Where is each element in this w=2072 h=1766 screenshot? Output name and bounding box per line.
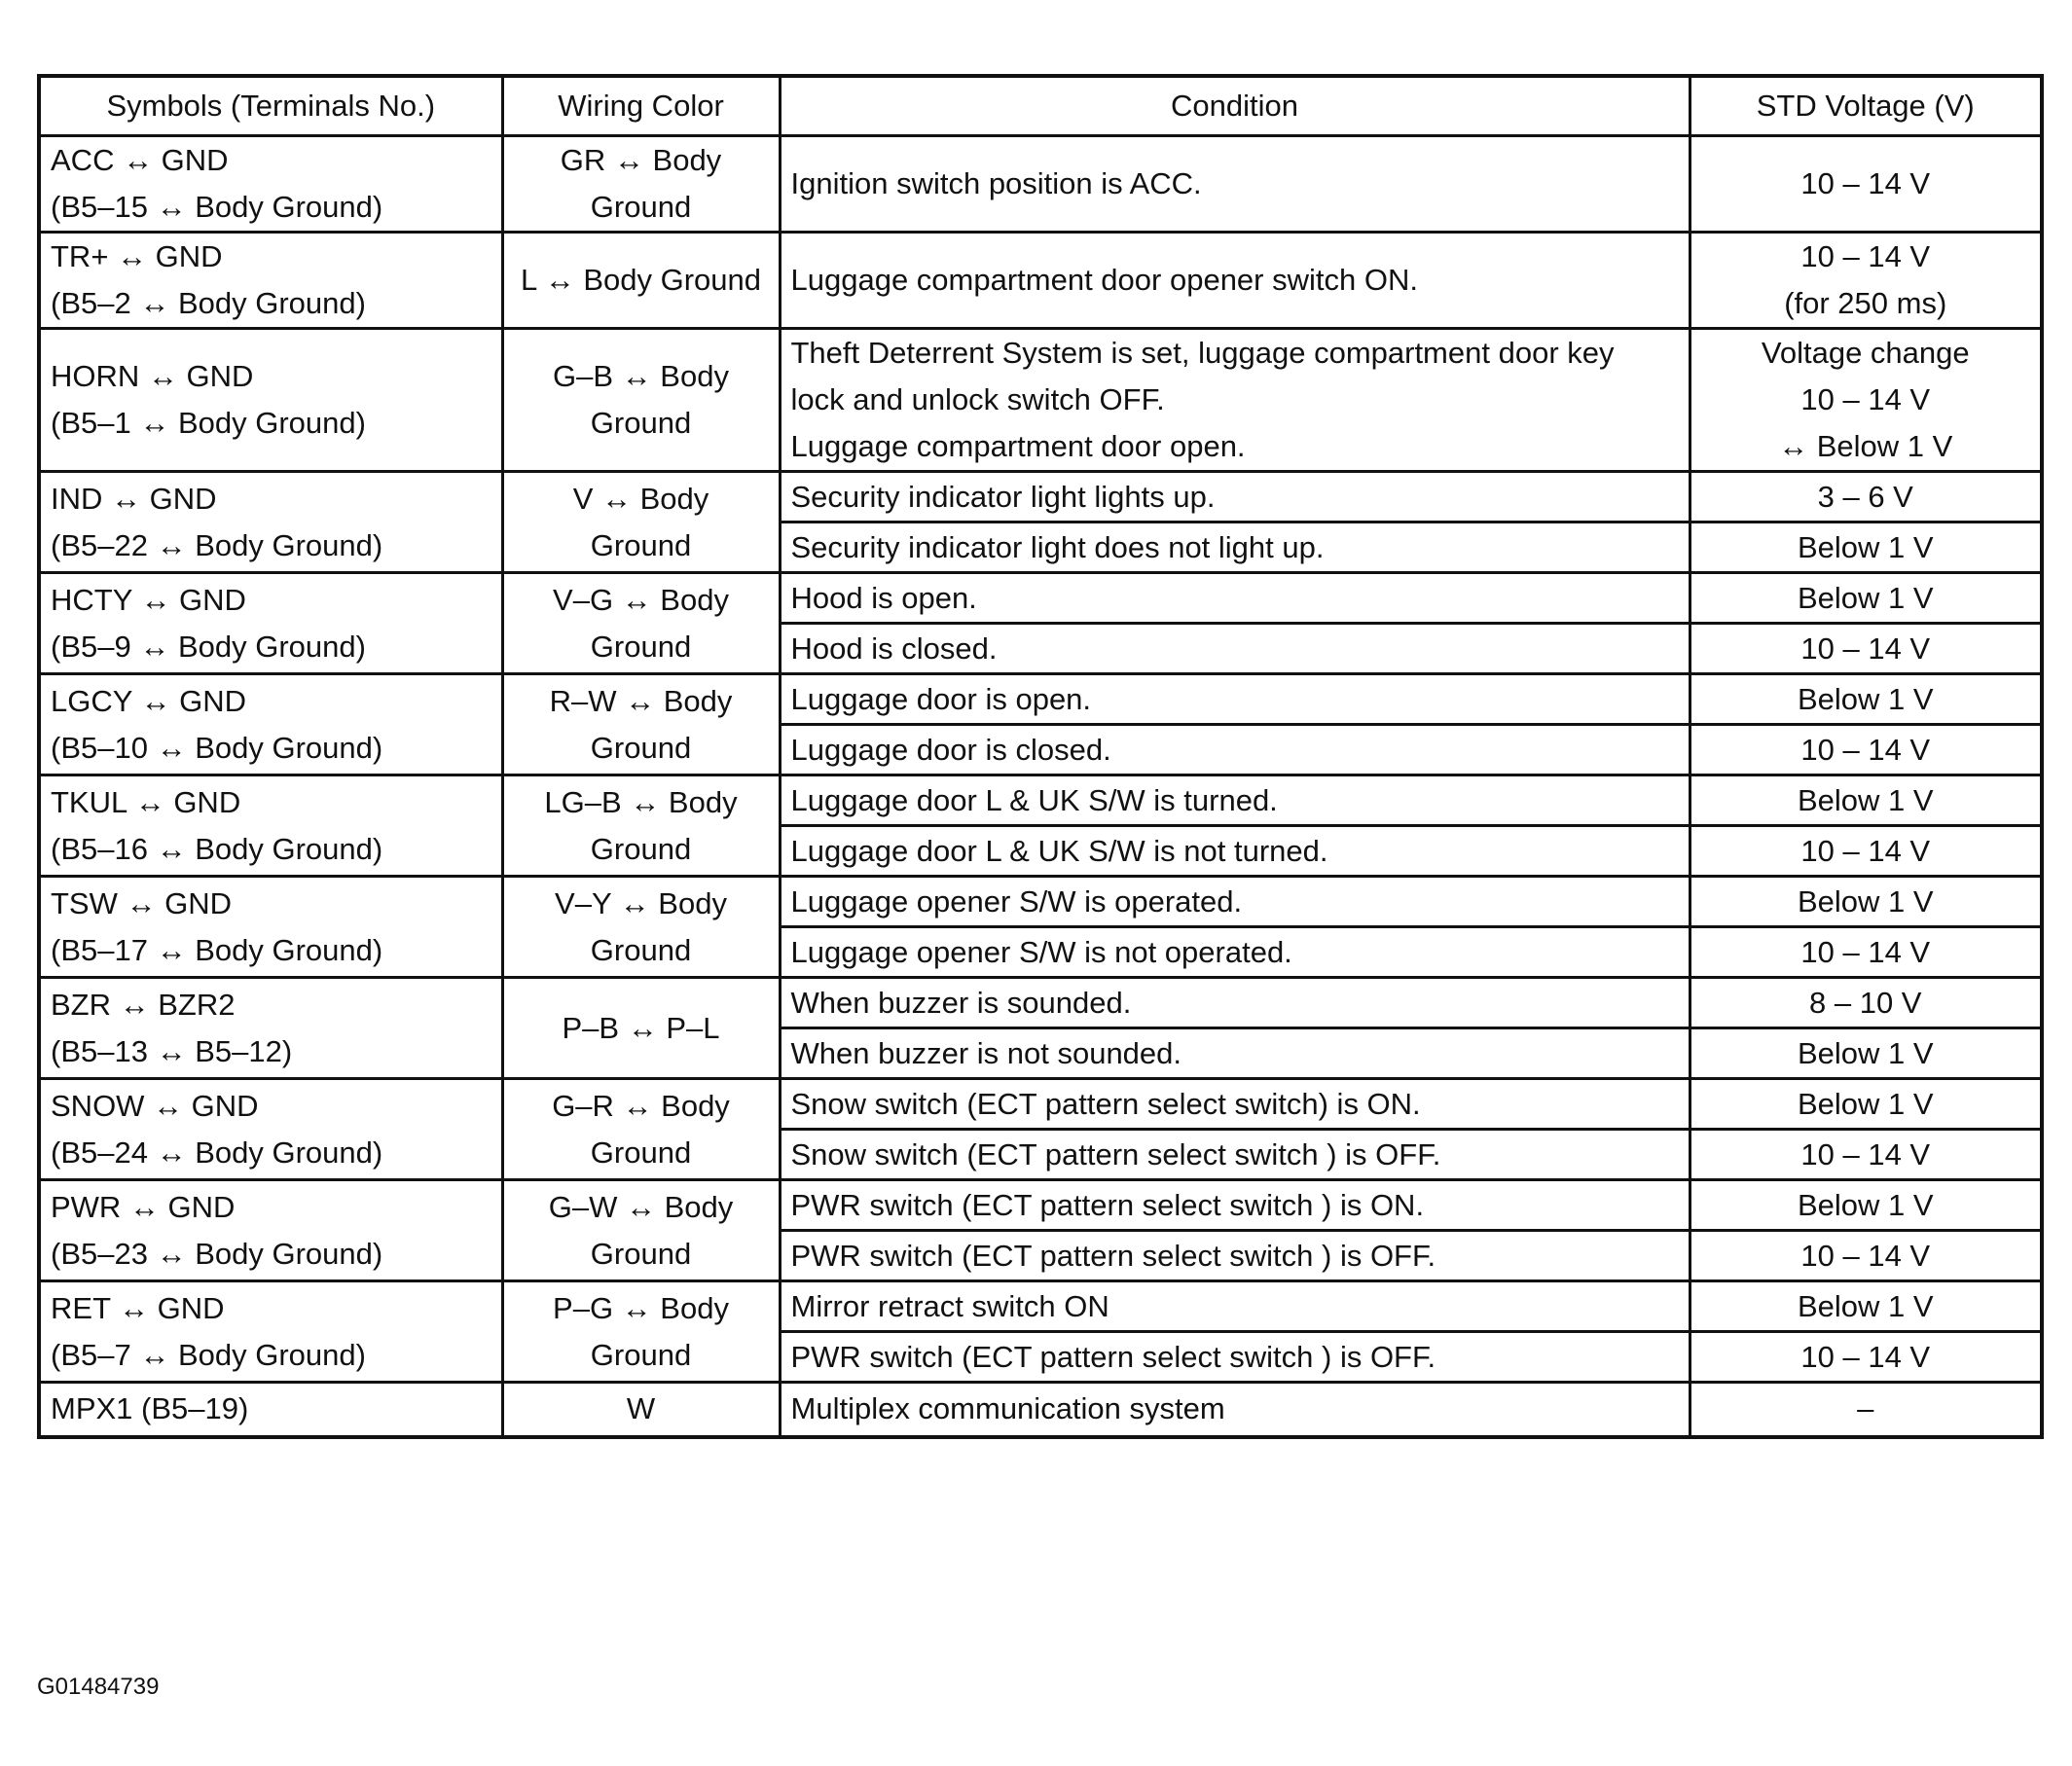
condition-cell: Luggage door is closed. [780,725,1690,775]
condition-cell: PWR switch (ECT pattern select switch ) is OFF. [780,1231,1690,1281]
condition-cell: Mirror retract switch ON [780,1281,1690,1332]
table-row [39,573,2042,624]
voltage-cell: Below 1 V [1690,1028,2042,1079]
figure-id: G01484739 [37,1674,160,1700]
wiring-color-cell: G–B ↔ Body Ground [502,329,780,472]
condition-cell: Ignition switch position is ACC. [780,136,1690,233]
voltage-cell: 10 – 14 V [1690,927,2042,978]
table-body [39,136,2042,1437]
wiring-color-cell: V–Y ↔ Body Ground [502,877,780,978]
table-row [39,136,2042,233]
symbol-cell: RET ↔ GND (B5–7 ↔ Body Ground) [39,1281,502,1383]
voltage-cell: Voltage change 10 – 14 V ↔ Below 1 V [1690,329,2042,472]
wiring-color-cell: LG–B ↔ Body Ground [502,775,780,877]
wiring-color-cell: G–R ↔ Body Ground [502,1079,780,1180]
condition-cell: When buzzer is sounded. [780,978,1690,1028]
voltage-cell: 8 – 10 V [1690,978,2042,1028]
condition-cell: Luggage door is open. [780,674,1690,725]
voltage-cell: Below 1 V [1690,775,2042,826]
wiring-color-cell: P–B ↔ P–L [502,978,780,1079]
table-row [39,978,2042,1028]
condition-cell: Luggage opener S/W is operated. [780,877,1690,927]
table-row [39,329,2042,472]
voltage-cell: 10 – 14 V [1690,1332,2042,1383]
voltage-cell: 10 – 14 V [1690,1130,2042,1180]
voltage-cell: Below 1 V [1690,674,2042,725]
condition-cell: PWR switch (ECT pattern select switch ) is OFF. [780,1332,1690,1383]
symbol-cell: HORN ↔ GND (B5–1 ↔ Body Ground) [39,329,502,472]
header-symbols: Symbols (Terminals No.) [39,76,502,136]
voltage-cell: 10 – 14 V [1690,826,2042,877]
symbol-cell: BZR ↔ BZR2 (B5–13 ↔ B5–12) [39,978,502,1079]
voltage-cell: 3 – 6 V [1690,472,2042,523]
symbol-cell: ACC ↔ GND (B5–15 ↔ Body Ground) [39,136,502,233]
wiring-color-cell: P–G ↔ Body Ground [502,1281,780,1383]
voltage-cell: 10 – 14 V (for 250 ms) [1690,233,2042,329]
symbol-cell: PWR ↔ GND (B5–23 ↔ Body Ground) [39,1180,502,1281]
symbol-cell: TSW ↔ GND (B5–17 ↔ Body Ground) [39,877,502,978]
voltage-cell: 10 – 14 V [1690,624,2042,674]
condition-cell: Multiplex communication system [780,1383,1690,1437]
voltage-cell: 10 – 14 V [1690,1231,2042,1281]
table-row [39,674,2042,725]
header-wiring-color: Wiring Color [502,76,780,136]
symbol-cell: SNOW ↔ GND (B5–24 ↔ Body Ground) [39,1079,502,1180]
condition-cell: Snow switch (ECT pattern select switch ) is OFF. [780,1130,1690,1180]
document [37,74,2040,1439]
table-row [39,1180,2042,1231]
symbol-cell: TKUL ↔ GND (B5–16 ↔ Body Ground) [39,775,502,877]
condition-cell: Luggage compartment door opener switch ON. [780,233,1690,329]
symbol-cell: IND ↔ GND (B5–22 ↔ Body Ground) [39,472,502,573]
table-row [39,775,2042,826]
voltage-cell: Below 1 V [1690,1180,2042,1231]
voltage-cell: 10 – 14 V [1690,725,2042,775]
symbol-cell: LGCY ↔ GND (B5–10 ↔ Body Ground) [39,674,502,775]
condition-cell: Luggage door L & UK S/W is not turned. [780,826,1690,877]
voltage-cell: – [1690,1383,2042,1437]
condition-cell: Snow switch (ECT pattern select switch) is ON. [780,1079,1690,1130]
header-std-voltage: STD Voltage (V) [1690,76,2042,136]
wiring-color-cell: L ↔ Body Ground [502,233,780,329]
wiring-color-cell: R–W ↔ Body Ground [502,674,780,775]
voltage-cell: Below 1 V [1690,1079,2042,1130]
condition-cell: When buzzer is not sounded. [780,1028,1690,1079]
table-row [39,1079,2042,1130]
symbol-cell: HCTY ↔ GND (B5–9 ↔ Body Ground) [39,573,502,674]
condition-cell: Theft Deterrent System is set, luggage compartment door key lock and unlock switch OFF. Luggage compartment door open. [780,329,1690,472]
condition-cell: Hood is closed. [780,624,1690,674]
wiring-color-cell: V ↔ Body Ground [502,472,780,573]
table-row [39,233,2042,329]
voltage-cell: Below 1 V [1690,573,2042,624]
table-header-row [39,76,2042,136]
voltage-cell: Below 1 V [1690,523,2042,573]
table-row [39,1383,2042,1437]
wiring-color-cell: V–G ↔ Body Ground [502,573,780,674]
header-condition: Condition [780,76,1690,136]
condition-cell: Security indicator light lights up. [780,472,1690,523]
table-row [39,877,2042,927]
wiring-color-cell: G–W ↔ Body Ground [502,1180,780,1281]
symbol-cell: MPX1 (B5–19) [39,1383,502,1437]
voltage-cell: 10 – 14 V [1690,136,2042,233]
terminal-voltage-table [37,74,2044,1439]
condition-cell: PWR switch (ECT pattern select switch ) is ON. [780,1180,1690,1231]
wiring-color-cell: W [502,1383,780,1437]
table-row [39,472,2042,523]
condition-cell: Luggage door L & UK S/W is turned. [780,775,1690,826]
symbol-cell: TR+ ↔ GND (B5–2 ↔ Body Ground) [39,233,502,329]
condition-cell: Security indicator light does not light up. [780,523,1690,573]
condition-cell: Hood is open. [780,573,1690,624]
wiring-color-cell: GR ↔ Body Ground [502,136,780,233]
voltage-cell: Below 1 V [1690,1281,2042,1332]
table-row [39,1281,2042,1332]
voltage-cell: Below 1 V [1690,877,2042,927]
condition-cell: Luggage opener S/W is not operated. [780,927,1690,978]
